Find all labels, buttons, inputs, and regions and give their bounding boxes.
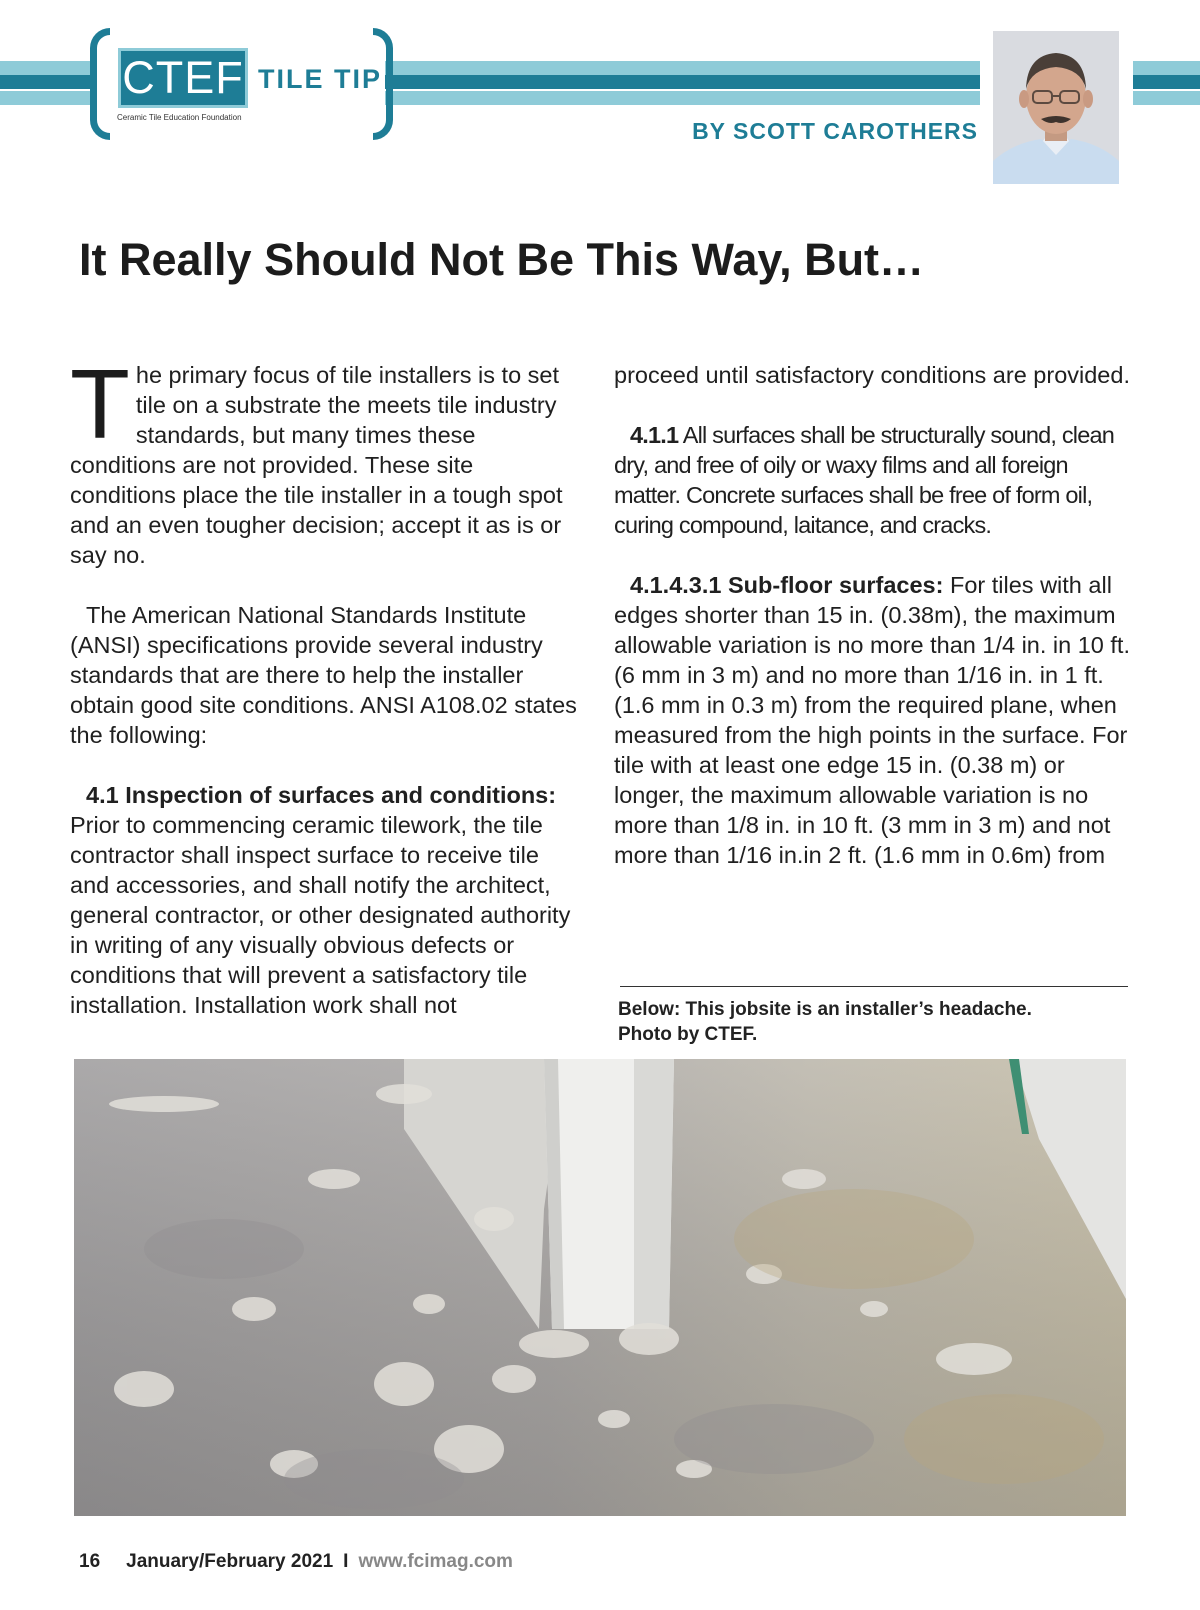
photo-caption — [618, 997, 1128, 1047]
subfloor-body: For tiles with all edges shorter than 15 in. (0.38m), the maximum allowable variation is no more than 1/4 in. in 10 ft. (6 mm in 3 m) and no more than 1/16 in. in 1 ft. (1.6 mm in 0.3 m) from the required plane, when measured from the high points in the surface. For tile with at least one edge 15 in. (0.38 m) or longer, the maximum allowable variation is no more than 1/8 in. in 10 ft. (3 mm in 3 m) and not more than 1/16 in.in 2 ft. (1.6 mm in 0.6m) from — [614, 572, 1130, 868]
paragraph-subfloor — [614, 570, 1134, 870]
section-label: TILE TIP — [258, 64, 382, 94]
surfaces-heading: 4.1.1 — [630, 422, 679, 448]
header-band-middle — [385, 58, 980, 108]
subfloor-heading: 4.1.4.3.1 Sub-floor surfaces: — [630, 572, 944, 598]
header-band-right — [1133, 58, 1200, 108]
caption-line-1: Below: This jobsite is an installer’s headache. — [618, 999, 1032, 1020]
author-byline: BY SCOTT CAROTHERS — [692, 118, 978, 144]
paragraph-surfaces — [614, 420, 1134, 540]
article-column-left — [70, 349, 578, 1050]
page-number: 16 — [79, 1551, 101, 1572]
caption-rule — [620, 986, 1128, 987]
author-portrait — [993, 31, 1119, 184]
paragraph-inspection — [70, 780, 578, 1020]
surfaces-body: All surfaces shall be structurally sound, clean dry, and free of oily or waxy films and all foreign matter. Concrete surfaces shall be free of form oil, curing compound, laitance, and cracks. — [614, 422, 1115, 538]
drop-cap: T — [70, 349, 130, 459]
ctef-logo: CTEF — [118, 48, 248, 108]
page-footer — [79, 1551, 513, 1573]
caption-line-2: Photo by CTEF. — [618, 1024, 758, 1045]
website-url: www.fcimag.com — [358, 1551, 513, 1572]
article-title: It Really Should Not Be This Way, But… — [79, 234, 925, 285]
footer-separator: I — [343, 1551, 349, 1572]
paragraph-ansi: The American National Standards Institute (ANSI) specifications provide several industry standards that are there to help the installer obtain good site conditions. ANSI A108.02 states the following: — [70, 602, 577, 748]
issue-date: January/February 2021 — [126, 1551, 334, 1572]
paragraph-intro-text: he primary focus of tile installers is to set tile on a substrate the meets tile industry standards, but many times these conditions are not provided. These site conditions place the tile installer in a tough spot and an even tougher decision; accept it as is or say no. — [70, 362, 563, 568]
article-column-right-content — [614, 360, 1134, 900]
paragraph-intro — [70, 349, 578, 570]
logo-subtitle: Ceramic Tile Education Foundation — [117, 113, 242, 122]
inspection-body: Prior to commencing ceramic tilework, the tile contractor shall inspect surface to receive tile and accessories, and shall notify the architect, general contractor, or other designated authority in writing of any visually obvious defects or conditions that will prevent a satisfactory tile installation. Installation work shall not — [70, 812, 571, 1018]
jobsite-photo — [74, 1059, 1126, 1516]
header-band-left — [0, 58, 92, 108]
left-bracket — [90, 28, 110, 140]
inspection-heading: 4.1 Inspection of surfaces and conditions: — [86, 782, 557, 808]
paragraph-inspection-continued: proceed until satisfactory conditions are provided. — [614, 362, 1130, 388]
